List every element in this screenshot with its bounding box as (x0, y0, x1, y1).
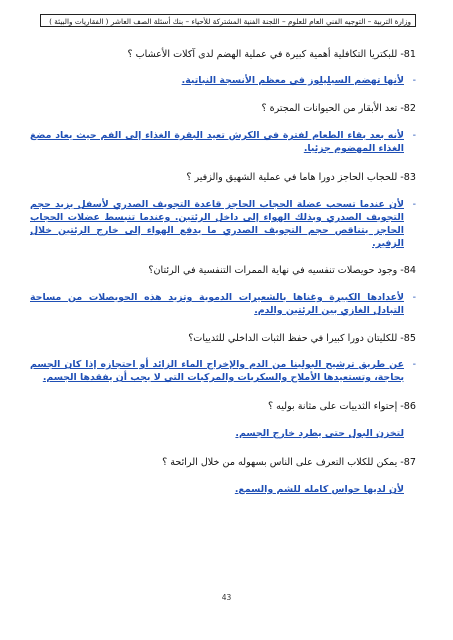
page-number: 43 (221, 593, 232, 602)
question-83: 83- للحجاب الحاجز دورا هاما في عملية الشهيق والزفير ؟ (186, 172, 416, 183)
question-list (30, 42, 416, 496)
question-87: 87- يمكن للكلاب التعرف على الناس بسهوله من خلال الرائحة ؟ (162, 457, 416, 468)
answer-84: - لأعدادها الكبيرة وغناها بالشعيرات الدموية وتزيد هذه الحويصلات من مساحة التبادل الغازي بين الرئتين والدم. (30, 292, 416, 316)
page-header: وزارة التربية – التوجيه الفني العام للعلوم – اللجنة الفنية المشتركة للأحياء – بنك أسئلة الصف العاشر ( الفقاريات والبيئة ) (40, 14, 416, 27)
question-84: 84- وجود حويصلات تنفسيه في نهاية الممرات التنفسية في الرئتان؟ (148, 265, 416, 276)
answer-86: لتخزن البول حتى يطرد خارج الجسم. (235, 428, 404, 439)
question-81: 81- للبكتريا التكافلية أهمية كبيرة في عملية الهضم لدى آكلات الأعشاب ؟ (127, 49, 416, 60)
answer-87: لأن لديها حواس كامله للشم والسمع. (234, 484, 404, 495)
answer-83: - لأن عندما تسحب عضلة الحجاب الحاجز قاعدة التجويف الصدري لأسفل يزيد حجم التجويف الصدري وبذلك الهواء إلى داخل الرئتين. وعندما تنبسط عضلات الحجاب الحاجز يتناقص حجم التجويف الصدري ما يدفع الهواء إلى خارج الرئتين خلال الزفير. (30, 199, 416, 249)
question-86: 86- إحتواء الثدييات على مثانة بوليه ؟ (268, 401, 416, 412)
question-85: 85- للكليتان دورا كبيرا في حفظ الثبات الداخلي للثدييات؟ (188, 333, 416, 344)
answer-85: - عن طريق ترشيح البولينا من الدم والإخراج الماء الزائد أو احتجازه إذا كان الجسم بحاجة، وتستعيدها الأملاح والسكريات والمركبات التي لا يجب أن يفقدها الجسم. (30, 359, 416, 383)
question-82: 82- تعد الأبقار من الحيوانات المجترة ؟ (261, 103, 416, 114)
answer-82: - لأنه بعد بقاء الطعام لفترة في الكرش تعيد البقرة الغذاء إلى الفم حيث يعاد مضغ الغذاء المهضوم جزئيا. (30, 130, 416, 154)
answer-81: - لأنها تهضم السيليلوز في معظم الأنسجة النباتية. (181, 75, 416, 86)
